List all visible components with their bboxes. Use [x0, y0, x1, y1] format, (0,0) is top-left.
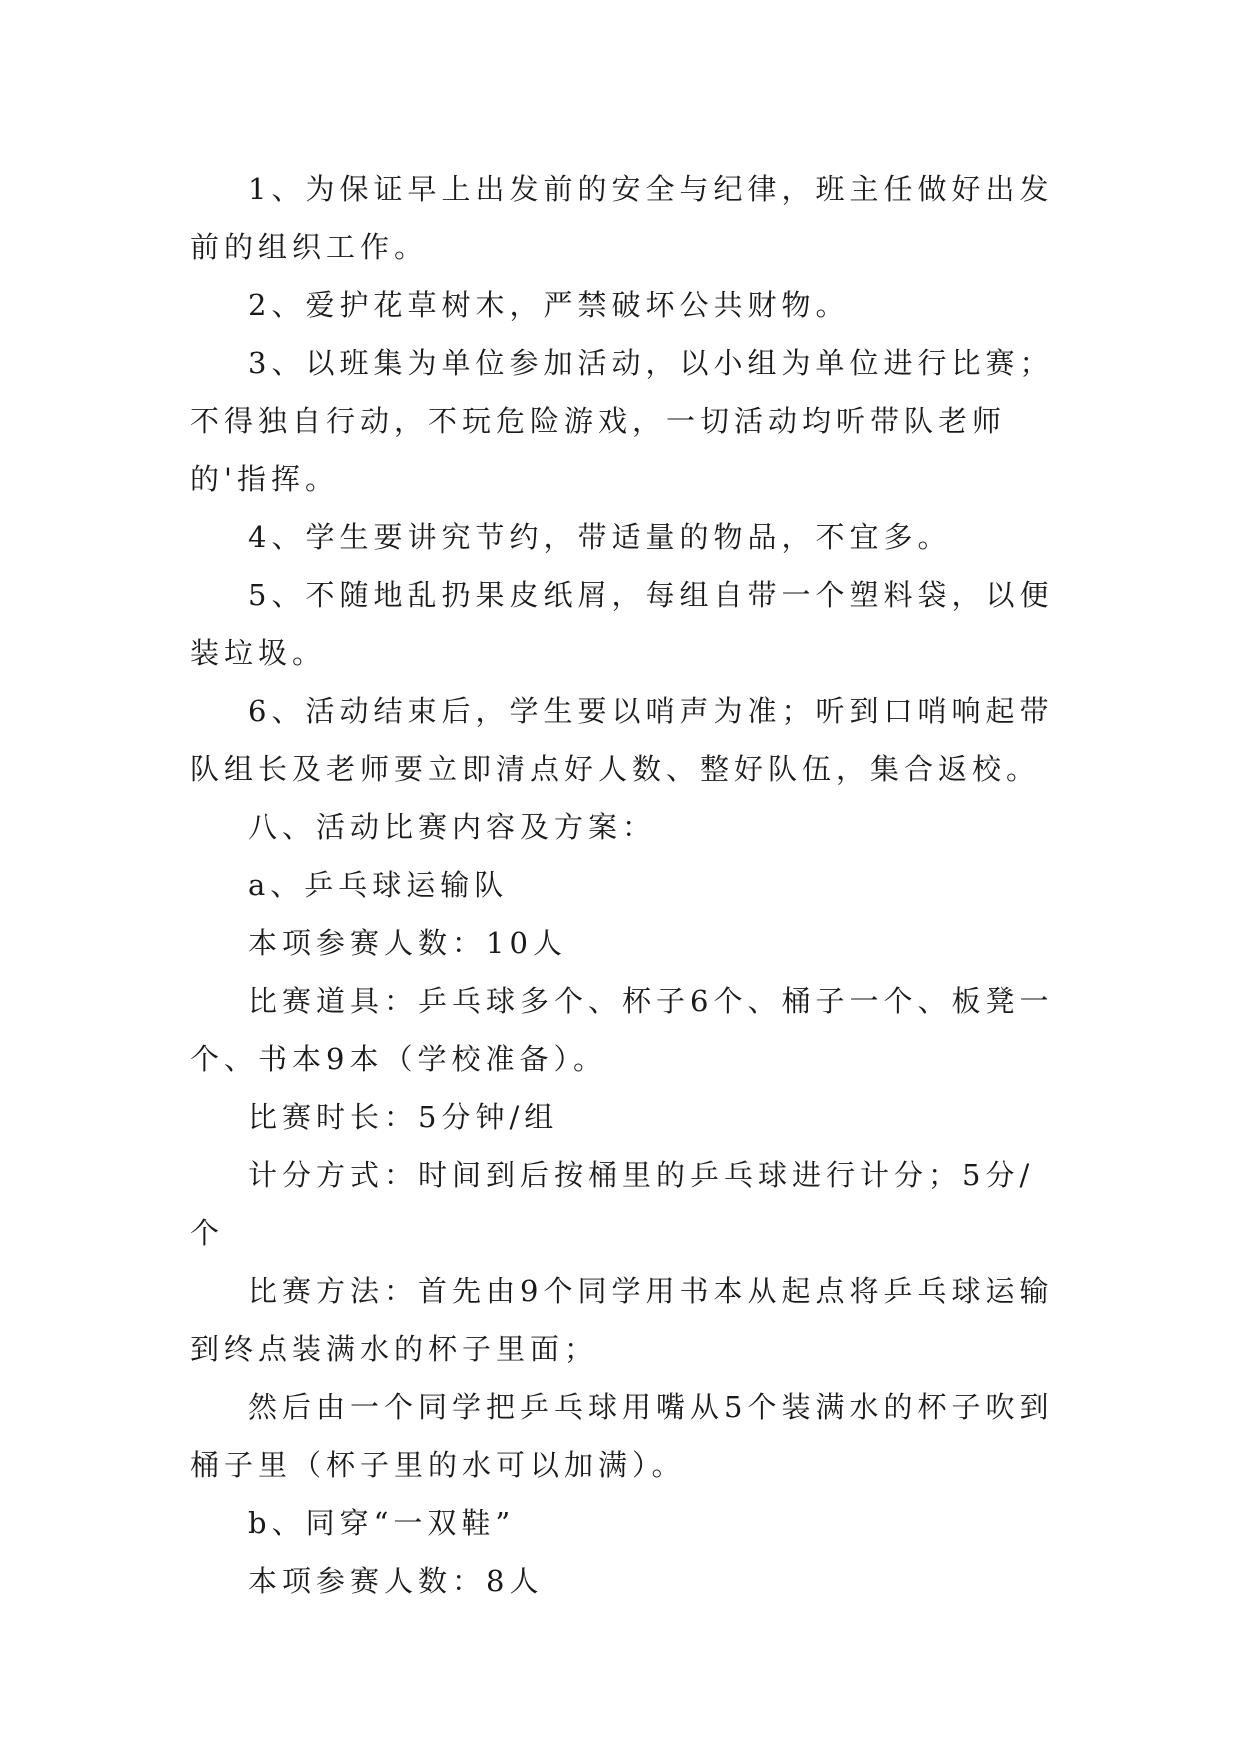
document-body — [190, 160, 1055, 1610]
paragraph-rule-2: 2、爱护花草树木，严禁破坏公共财物。 — [248, 288, 850, 322]
section-heading-8: 八、活动比赛内容及方案： — [248, 810, 657, 844]
event-a-props: 比赛道具：乒乓球多个、杯子6个、桶子一个、板凳一个、书本9本（学校准备）。 — [190, 984, 1054, 1076]
paragraph-rule-6: 6、活动结束后，学生要以哨声为准；听到口哨响起带队组长及老师要立即清点好人数、整好队伍，集合返校。 — [190, 694, 1054, 786]
paragraph-rule-1: 1、为保证早上出发前的安全与纪律，班主任做好出发前的组织工作。 — [190, 172, 1054, 264]
event-b-participants: 本项参赛人数：8人 — [248, 1564, 544, 1598]
event-a-method: 比赛方法：首先由9个同学用书本从起点将乒乓球运输到终点装满水的杯子里面； — [190, 1274, 1054, 1366]
paragraph-rule-5: 5、不随地乱扔果皮纸屑，每组自带一个塑料袋，以便装垃圾。 — [190, 578, 1054, 670]
event-a-scoring: 计分方式：时间到后按桶里的乒乓球进行计分；5分/个 — [190, 1158, 1035, 1250]
event-a-title: a、乒乓球运输队 — [248, 868, 509, 902]
paragraph-rule-4: 4、学生要讲究节约，带适量的物品，不宜多。 — [248, 520, 952, 554]
event-b-title: b、同穿“一双鞋” — [248, 1506, 516, 1540]
event-a-participants: 本项参赛人数：10人 — [248, 926, 567, 960]
paragraph-rule-3: 3、以班集为单位参加活动，以小组为单位进行比赛；不得独自行动，不玩危险游戏，一切活动均听带队老师的'指挥。 — [190, 346, 1054, 496]
event-a-duration: 比赛时长：5分钟/组 — [248, 1100, 559, 1134]
event-a-method-continued: 然后由一个同学把乒乓球用嘴从5个装满水的杯子吹到桶子里（杯子里的水可以加满）。 — [190, 1390, 1054, 1482]
